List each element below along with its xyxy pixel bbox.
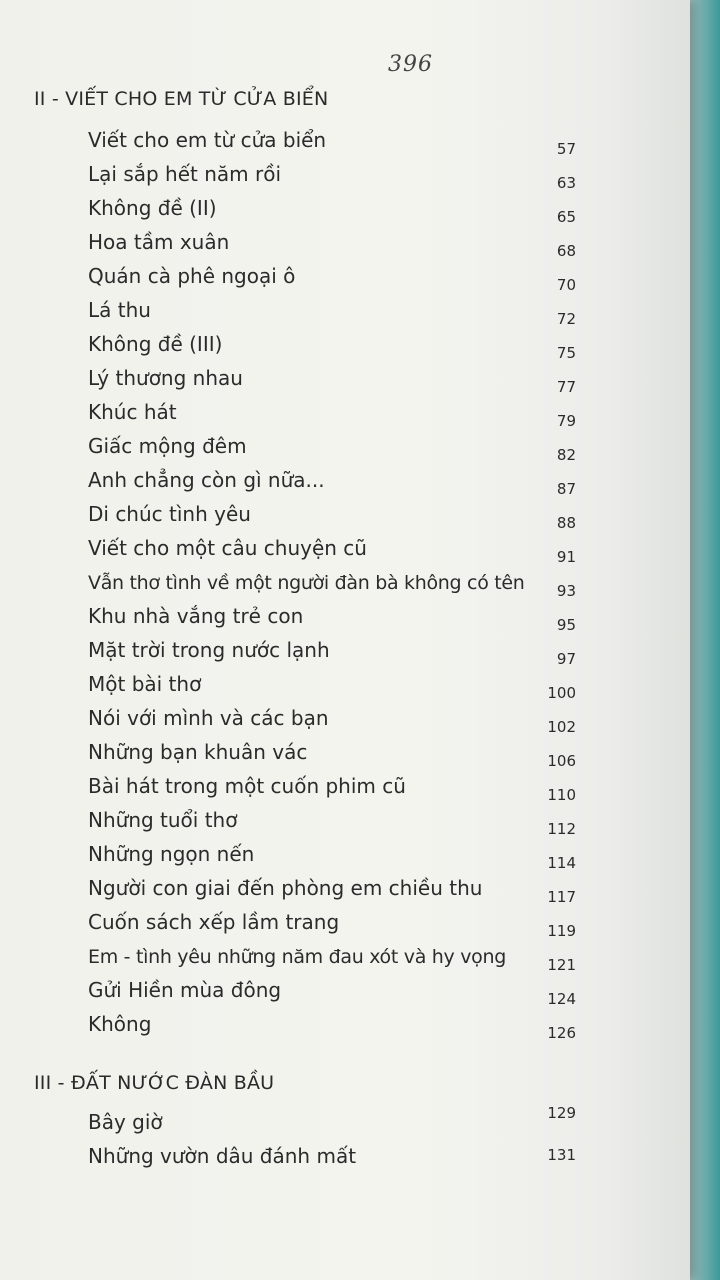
toc-entry-title: Bây giờ <box>88 1110 163 1134</box>
toc-entry-title: Những vườn dâu đánh mất <box>88 1144 357 1168</box>
toc-entry-page: 110 <box>547 786 576 804</box>
toc-entry <box>88 734 576 770</box>
toc-entry-title: Người con giai đến phòng em chiều thu <box>88 876 483 900</box>
toc-entry <box>88 598 576 634</box>
toc-entry-title: Gửi Hiền mùa đông <box>88 978 282 1002</box>
toc-entry <box>88 632 576 668</box>
toc-entry <box>88 122 576 158</box>
toc-entry-title: Những ngọn nến <box>88 842 255 866</box>
toc-entry-title: Cuốn sách xếp lầm trang <box>88 910 340 934</box>
toc-entry-page: 72 <box>556 310 576 328</box>
toc-entry-page: 93 <box>556 582 576 600</box>
toc-entry-page: 131 <box>547 1146 576 1164</box>
toc-entry-page: 126 <box>547 1024 576 1042</box>
toc-entry-page: 91 <box>556 548 576 566</box>
toc-entry-title: Một bài thơ <box>88 672 202 696</box>
toc-entry <box>88 1104 576 1134</box>
toc-entry <box>88 462 576 498</box>
toc-entry <box>88 360 576 396</box>
toc-entry-title: Những tuổi thơ <box>88 808 238 832</box>
toc-entry <box>88 972 576 1008</box>
toc-entry-page: 114 <box>547 854 576 872</box>
toc-entry-title: Viết cho một câu chuyện cũ <box>88 536 367 560</box>
toc-entry-page: 106 <box>547 752 576 770</box>
section-title: II - VIẾT CHO EM TỪ CỬA BIỂN <box>34 88 329 110</box>
toc-entry <box>88 870 576 906</box>
toc-entry-page: 87 <box>556 480 576 498</box>
toc-entry-title: Mặt trời trong nước lạnh <box>88 638 330 662</box>
toc-entry <box>88 802 576 838</box>
toc-entry-title: Không <box>88 1012 152 1036</box>
toc-entry <box>88 564 576 600</box>
toc-entry <box>88 700 576 736</box>
toc-entry <box>88 258 576 294</box>
toc-entry-page: 102 <box>547 718 576 736</box>
toc-entry-title: Vẫn thơ tình về một người đàn bà không có tên <box>88 572 525 594</box>
toc-entry <box>88 394 576 430</box>
toc-entry-page: 65 <box>556 208 576 226</box>
toc-entry-title: Viết cho em từ cửa biển <box>88 128 327 152</box>
toc-entry <box>88 904 576 940</box>
toc-entry-page: 129 <box>547 1104 576 1122</box>
toc-entry <box>88 768 576 804</box>
toc-entry-title: Quán cà phê ngoại ô <box>88 264 296 288</box>
toc-entry <box>88 530 576 566</box>
toc-entry <box>88 428 576 464</box>
toc-entry-page: 68 <box>556 242 576 260</box>
toc-entry-page: 112 <box>547 820 576 838</box>
toc-entry-page: 95 <box>556 616 576 634</box>
toc-entry <box>88 292 576 328</box>
toc-entry-page: 88 <box>556 514 576 532</box>
toc-entry-title: Khúc hát <box>88 400 177 424</box>
section-title: III - ĐẤT NƯỚC ĐÀN BẦU <box>34 1072 275 1094</box>
toc-entry-title: Lại sắp hết năm rồi <box>88 162 282 186</box>
toc-entry-page: 75 <box>556 344 576 362</box>
toc-entry-title: Nói với mình và các bạn <box>88 706 329 730</box>
toc-entry-page: 100 <box>547 684 576 702</box>
toc-entry-title: Di chúc tình yêu <box>88 502 251 526</box>
toc-entry-page: 117 <box>547 888 576 906</box>
toc-entry <box>88 496 576 532</box>
toc-entry-title: Hoa tầm xuân <box>88 230 230 254</box>
toc-entry <box>88 224 576 260</box>
page-number: 396 <box>388 52 433 77</box>
toc-entry-title: Em - tình yêu những năm đau xót và hy vọng <box>88 946 506 968</box>
toc-entry-page: 63 <box>556 174 576 192</box>
toc-entry-title: Khu nhà vắng trẻ con <box>88 604 304 628</box>
toc-entry-page: 121 <box>547 956 576 974</box>
toc-entry <box>88 326 576 362</box>
toc-entry <box>88 666 576 702</box>
toc-entry-title: Không đề (III) <box>88 332 223 356</box>
toc-entry <box>88 1138 576 1168</box>
toc-entry-page: 124 <box>547 990 576 1008</box>
toc-entry-page: 77 <box>556 378 576 396</box>
toc-entry <box>88 938 576 974</box>
toc-entry-title: Lý thương nhau <box>88 366 243 390</box>
toc-entry <box>88 836 576 872</box>
toc-entry <box>88 190 576 226</box>
toc-entry-page: 70 <box>556 276 576 294</box>
toc-entry-title: Lá thu <box>88 298 151 322</box>
toc-entry-page: 119 <box>547 922 576 940</box>
toc-entry <box>88 156 576 192</box>
toc-entry-title: Giấc mộng đêm <box>88 434 247 458</box>
toc-entry-page: 57 <box>556 140 576 158</box>
toc-entry-title: Không đề (II) <box>88 196 217 220</box>
toc-entry-page: 82 <box>556 446 576 464</box>
toc-entry-title: Anh chẳng còn gì nữa... <box>88 468 325 492</box>
toc-entry-title: Bài hát trong một cuốn phim cũ <box>88 774 406 798</box>
toc-entry-title: Những bạn khuân vác <box>88 740 308 764</box>
toc-entry-page: 97 <box>556 650 576 668</box>
toc-entry <box>88 1006 576 1042</box>
toc-entry-page: 79 <box>556 412 576 430</box>
